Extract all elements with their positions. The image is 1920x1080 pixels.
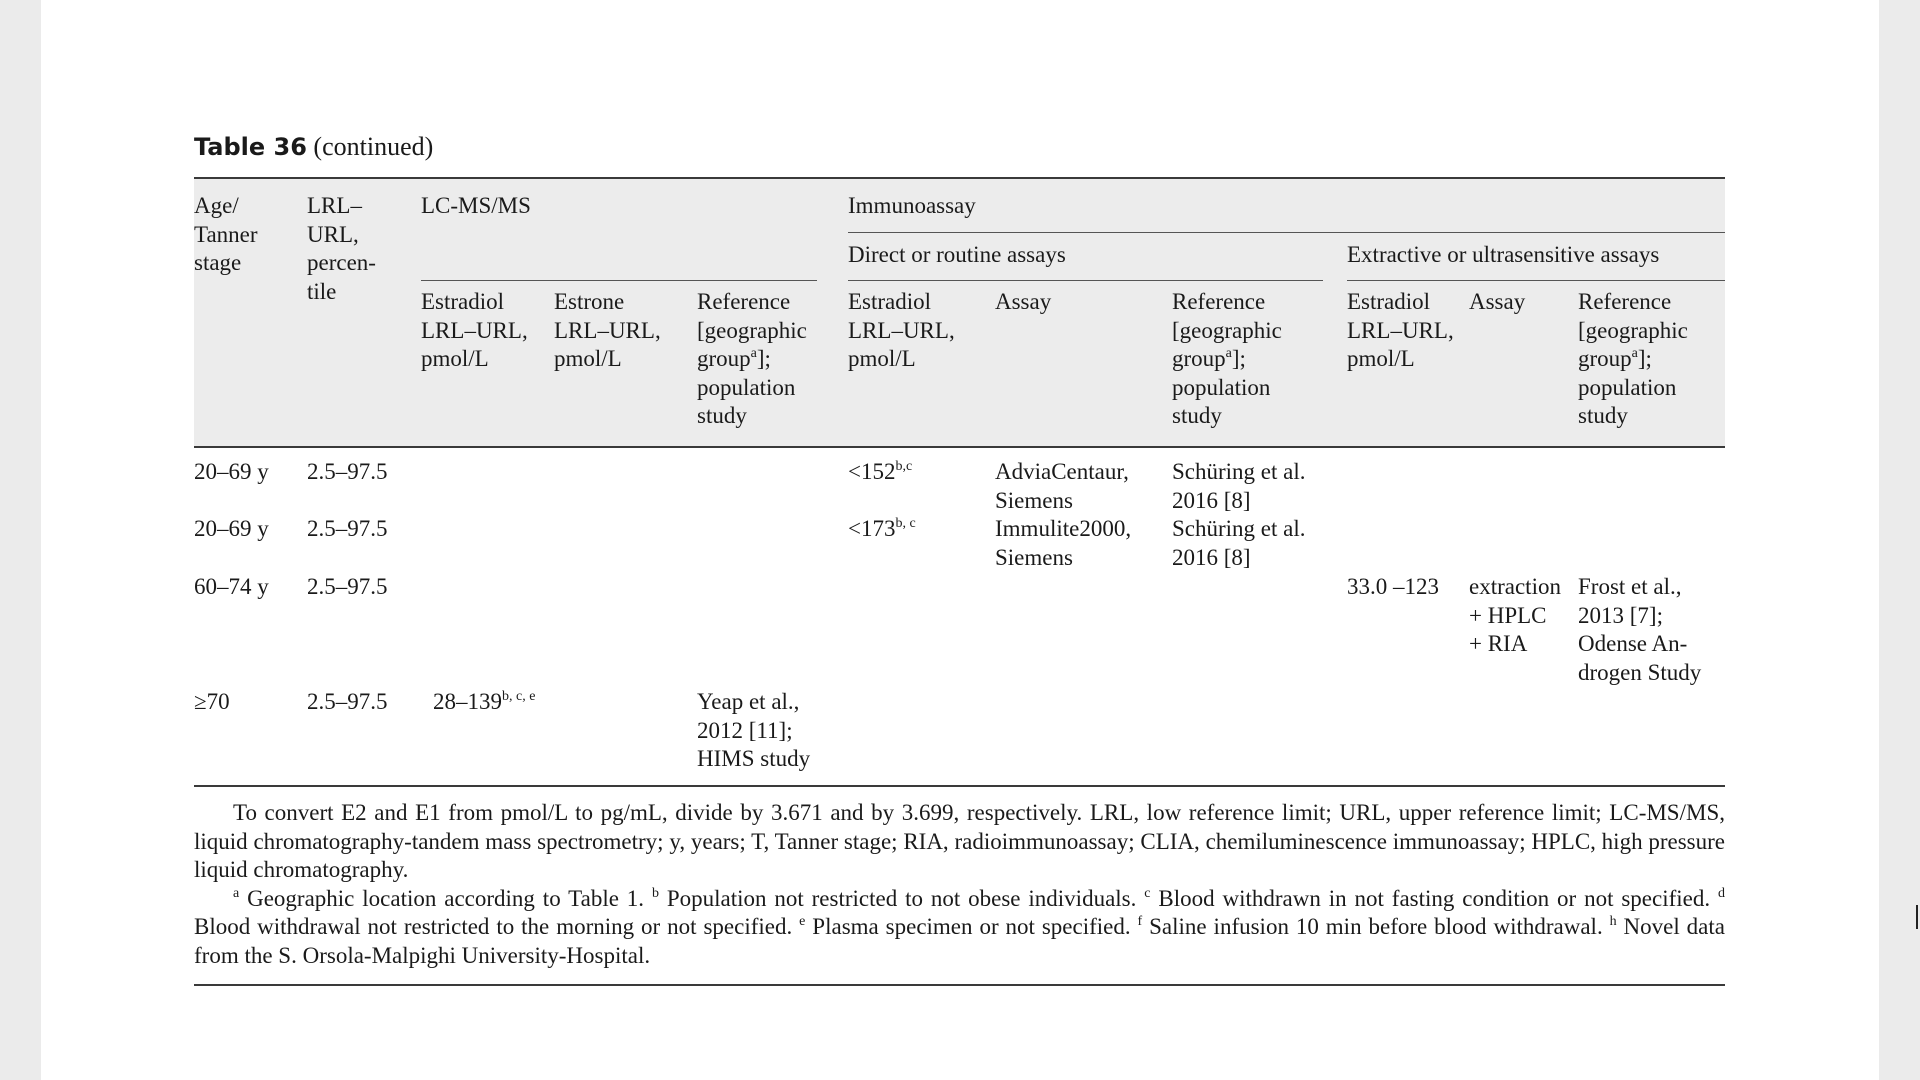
header-lrl-url: LRL– URL, percen- tile (307, 193, 376, 304)
header-direct-group: Direct or routine assays (848, 242, 1066, 267)
header-ext-estradiol: Estradiol LRL–URL, pmol/L (1347, 289, 1454, 371)
cell-ext-estradiol: 33.0 –123 (1347, 574, 1439, 599)
cell-lrl-url: 2.5–97.5 (307, 689, 388, 714)
footnote-markers: $^a$ Geographic location according to Table 1. $^b$ Population not restricted to not obese individuals. $^c$ Blood withdrawn in not fasting condition or not specified. $^d$ Blood withdrawal not restricted to the morning or not specified. $^e$ Plasma specimen or not specified. $^f$ Saline infusion 10 min before blood withdrawal. $^h$ Novel data from the S. Orsola-Malpighi University-Hospital. (194, 885, 1725, 968)
footnotes-bottom-rule (194, 984, 1725, 986)
cell-direct-reference: Schüring et al. 2016 [8] (1172, 516, 1306, 570)
footnote-abbreviations: To convert E2 and E1 from pmol/L to pg/mL, divide by 3.671 and by 3.699, respectively. LRL, low reference limit; URL, upper reference limit; LC-MS/MS, liquid chromatography-tandem mass spectrometry; y, years; T, Tanner stage; RIA, radioimmunoassay; CLIA, chemiluminescence immunoassay; HPLC, high pressure liquid chromatography. (194, 800, 1725, 882)
header-lc-estrone: Estrone LRL–URL, pmol/L (554, 289, 661, 371)
table-caption-suffix: (continued) (306, 132, 434, 161)
cell-direct-assay: AdviaCentaur, Siemens (995, 459, 1129, 513)
cell-age: 20–69 y (194, 459, 269, 484)
table-caption-label: Table 36 (194, 133, 307, 161)
cell-direct-assay: Immulite2000, Siemens (995, 516, 1132, 570)
header-direct-estradiol: Estradiol LRL–URL, pmol/L (848, 289, 955, 371)
header-lc-estradiol: Estradiol LRL–URL, pmol/L (421, 289, 528, 371)
cell-lrl-url: 2.5–97.5 (307, 574, 388, 599)
text-cursor (1916, 905, 1918, 929)
cell-direct-estradiol: $<152^{b,c}$ (848, 459, 913, 484)
table-bottom-rule (194, 785, 1725, 787)
table-header (194, 177, 1725, 448)
cell-lc-reference: Yeap et al., 2012 [11]; HIMS study (697, 689, 811, 771)
table-caption (194, 130, 433, 164)
header-lcms-group: LC-MS/MS (421, 193, 531, 218)
cell-direct-estradiol: $<173^{b, c}$ (848, 516, 916, 541)
header-ext-reference: Reference [geographic group$^a$]; population study (1578, 289, 1688, 428)
header-direct-assay: Assay (995, 289, 1052, 314)
rule-lcms (421, 280, 817, 281)
header-ext-assay: Assay (1469, 289, 1526, 314)
cell-ext-assay: extraction + HPLC + RIA (1469, 574, 1561, 656)
cell-lrl-url: 2.5–97.5 (307, 516, 388, 541)
cell-age: 20–69 y (194, 516, 269, 541)
table-body (194, 446, 1725, 786)
cell-ext-reference: Frost et al., 2013 [7]; Odense An- drogen Study (1578, 574, 1702, 685)
header-lc-reference: Reference [geographic group$^a$]; population study (697, 289, 807, 428)
cell-age: ≥70 (194, 689, 230, 714)
table-footnotes (194, 799, 1725, 970)
cell-age: 60–74 y (194, 574, 269, 599)
cell-direct-reference: Schüring et al. 2016 [8] (1172, 459, 1306, 513)
rule-extractive (1347, 280, 1725, 281)
header-direct-reference: Reference [geographic group$^a$]; population study (1172, 289, 1282, 428)
header-immunoassay-group: Immunoassay (848, 193, 976, 218)
cell-lrl-url: 2.5–97.5 (307, 459, 388, 484)
header-extractive-group: Extractive or ultrasensitive assays (1347, 242, 1660, 267)
header-age: Age/ Tanner stage (194, 193, 258, 275)
rule-direct (848, 280, 1323, 281)
cell-lc-estradiol: 28–139$^{b, c, e}$ (433, 689, 536, 714)
rule-immunoassay (848, 232, 1725, 233)
